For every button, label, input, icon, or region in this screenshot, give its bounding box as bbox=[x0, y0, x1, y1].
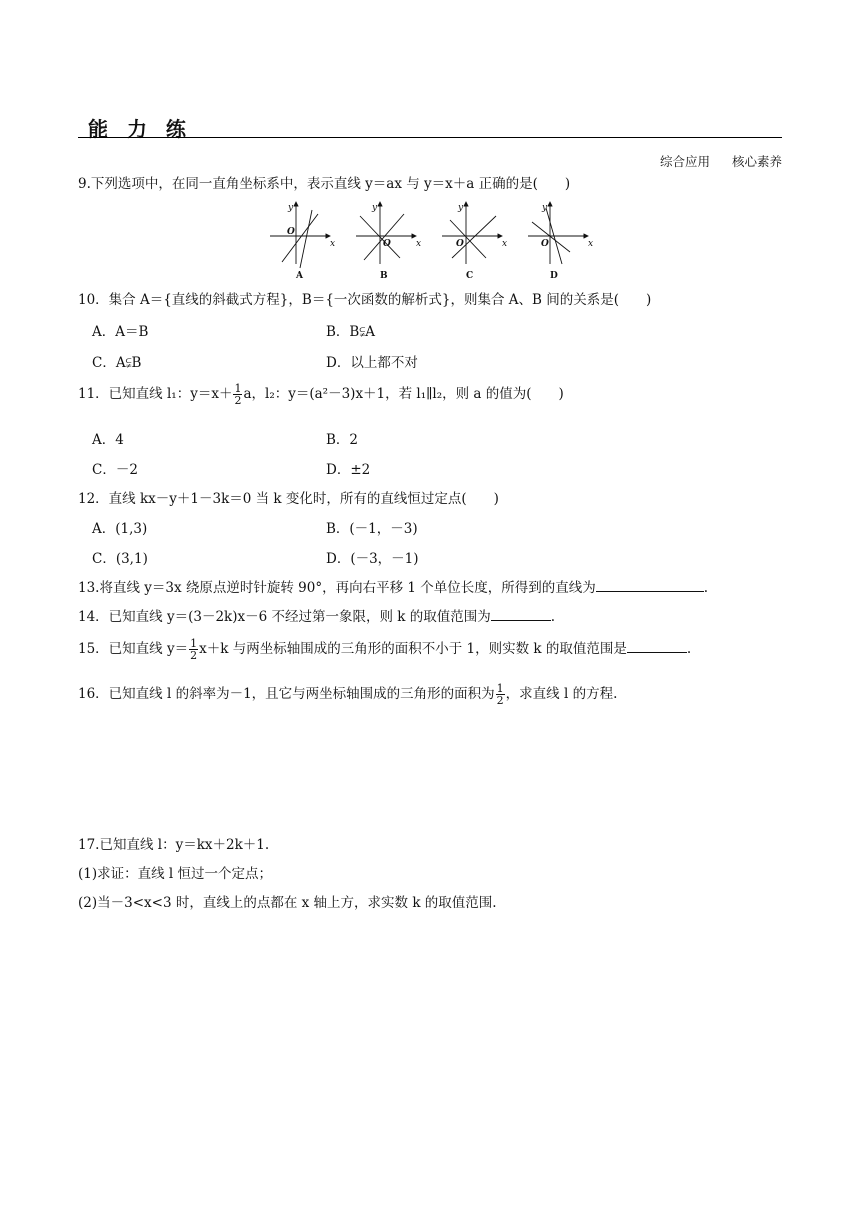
question-10-stem: 10．集合 A＝{直线的斜截式方程}，B＝{一次函数的解析式}，则集合 A、B 间的关系是( ) bbox=[78, 292, 652, 308]
question-11-stem bbox=[78, 382, 564, 406]
graph-d-x-label: x bbox=[588, 239, 594, 249]
question-13-end: . bbox=[703, 580, 709, 596]
question-10-option-b: B．B⫋A bbox=[326, 324, 376, 340]
question-13-text: 13.将直线 y＝3x 绕原点逆时针旋转 90°，再向右平移 1 个单位长度，所得到的直线为 bbox=[78, 580, 596, 596]
graph-d-y-label: y bbox=[542, 203, 548, 213]
question-11-option-d: D．±2 bbox=[326, 462, 371, 478]
question-16-stem bbox=[78, 682, 617, 706]
question-17-stem: 17.已知直线 l：y＝kx＋2k＋1. bbox=[78, 837, 270, 853]
question-12-stem: 12．直线 kx－y＋1－3k＝0 当 k 变化时，所有的直线恒过定点( ) bbox=[78, 491, 499, 507]
graph-c-origin-label: O bbox=[456, 239, 464, 249]
question-10-option-c: C．A⫋B bbox=[92, 355, 142, 371]
graph-c-y-label: y bbox=[458, 203, 464, 213]
question-10-option-d: D．以上都不对 bbox=[326, 355, 418, 371]
section-tags bbox=[660, 152, 782, 170]
graph-d bbox=[528, 202, 593, 281]
question-11-fraction bbox=[233, 383, 242, 406]
question-11-fraction-num: 1 bbox=[234, 382, 242, 395]
question-15-fraction-den: 2 bbox=[190, 649, 198, 662]
graph-b-x-label: x bbox=[416, 239, 422, 249]
question-12-option-a: A．(1,3) bbox=[92, 521, 148, 537]
question-17-part-2: (2)当－3<x<3 时，直线上的点都在 x 轴上方，求实数 k 的取值范围. bbox=[78, 895, 497, 911]
graph-d-origin-label: O bbox=[541, 239, 549, 249]
question-11-option-b: B．2 bbox=[326, 432, 359, 448]
graph-a bbox=[270, 202, 335, 281]
graph-b-origin-label: O bbox=[383, 239, 391, 249]
graph-b-y-label: y bbox=[372, 203, 378, 213]
question-10-option-a: A．A＝B bbox=[92, 324, 149, 340]
graph-a-x-label: x bbox=[330, 239, 336, 249]
question-15-fraction-num: 1 bbox=[190, 637, 198, 650]
graph-b-label: B bbox=[380, 271, 388, 281]
question-13-stem bbox=[78, 576, 708, 596]
question-16-fraction-den: 2 bbox=[496, 694, 504, 707]
graph-c-label: C bbox=[466, 271, 474, 281]
question-15-stem-post: x＋k 与两坐标轴围成的三角形的面积不小于 1，则实数 k 的取值范围是 bbox=[199, 641, 627, 657]
question-15-end: . bbox=[686, 641, 692, 657]
graph-a-origin-label: O bbox=[287, 227, 295, 237]
question-11-stem-pre: 11．已知直线 l₁：y＝x＋ bbox=[78, 386, 233, 402]
question-12-option-c: C．(3,1) bbox=[92, 551, 148, 567]
question-14-answer-blank[interactable] bbox=[491, 619, 551, 621]
question-9-graphs bbox=[266, 200, 596, 282]
graph-c-x-label: x bbox=[502, 239, 508, 249]
question-15-stem-pre: 15．已知直线 y＝ bbox=[78, 641, 189, 657]
section-title: 能 力 练 bbox=[88, 117, 192, 141]
question-16-stem-pre: 16．已知直线 l 的斜率为－1，且它与两坐标轴围成的三角形的面积为 bbox=[78, 686, 495, 702]
question-11-stem-post: a，l₂：y＝(a²－3)x＋1，若 l₁∥l₂，则 a 的值为( ) bbox=[243, 386, 564, 402]
graph-a-label: A bbox=[296, 271, 303, 281]
question-14-text: 14．已知直线 y＝(3－2k)x－6 不经过第一象限，则 k 的取值范围为 bbox=[78, 609, 491, 625]
question-15-answer-blank[interactable] bbox=[627, 651, 687, 653]
question-11-fraction-den: 2 bbox=[234, 394, 242, 407]
question-15-fraction bbox=[189, 638, 198, 661]
question-11-option-a: A．4 bbox=[92, 432, 124, 448]
tag-comprehensive: 综合应用 bbox=[659, 154, 710, 169]
question-14-stem bbox=[78, 605, 555, 625]
question-16-fraction-num: 1 bbox=[496, 682, 504, 695]
section-divider bbox=[78, 137, 782, 138]
question-12-option-d: D．(－3，－1) bbox=[326, 551, 419, 567]
question-12-option-b: B．(－1，－3) bbox=[326, 521, 418, 537]
tag-core-literacy: 核心素养 bbox=[731, 154, 782, 169]
question-13-answer-blank[interactable] bbox=[596, 590, 704, 592]
question-16-stem-post: ，求直线 l 的方程. bbox=[505, 686, 618, 702]
question-15-stem bbox=[78, 637, 691, 661]
question-14-end: . bbox=[550, 609, 556, 625]
question-17-part-1: (1)求证：直线 l 恒过一个定点； bbox=[78, 866, 273, 882]
graph-d-label: D bbox=[550, 271, 558, 281]
question-11-option-c: C．－2 bbox=[92, 462, 138, 478]
graph-a-y-label: y bbox=[288, 203, 294, 213]
question-9-stem: 9.下列选项中，在同一直角坐标系中，表示直线 y＝ax 与 y＝x＋a 正确的是( ) bbox=[78, 176, 571, 192]
graph-c bbox=[442, 202, 507, 281]
question-16-fraction bbox=[496, 683, 505, 706]
graph-b bbox=[356, 202, 421, 281]
